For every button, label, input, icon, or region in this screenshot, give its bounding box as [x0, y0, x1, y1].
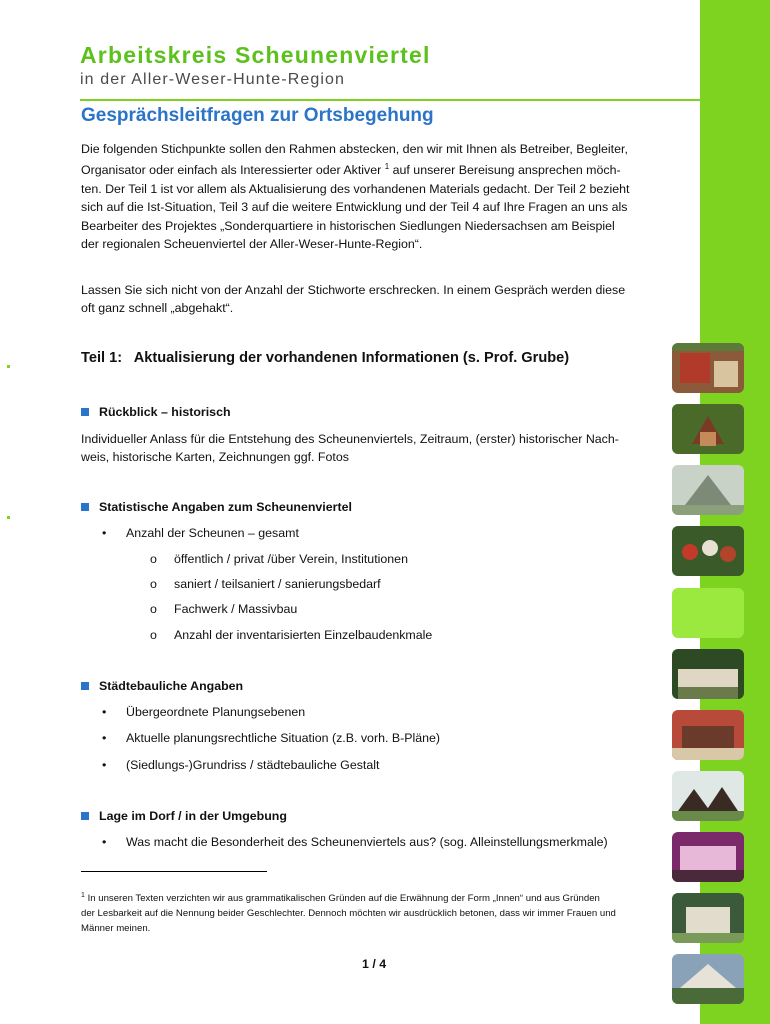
section-text [81, 430, 661, 467]
text-line: weis, historische Karten, Zeichnungen ggf. Fotos [81, 450, 349, 465]
text-line: oft ganz schnell „abgehakt“. [81, 301, 234, 316]
thumbnail-photo [672, 893, 744, 943]
decorative-dot [7, 365, 10, 368]
list-subitem: o saniert / teilsaniert / sanierungsbedarf [150, 577, 381, 591]
text-line: der regionalen Scheuenviertel der Aller-Weser-Hunte-Region“. [81, 237, 423, 252]
square-bullet-icon [81, 682, 89, 690]
text-line: Die folgenden Stichpunkte sollen den Rahmen abstecken, den wir mit Ihnen als Betreiber, Begleiter, [81, 142, 628, 156]
thumbnail-placeholder [672, 588, 744, 638]
square-bullet-icon [81, 503, 89, 511]
thumbnail-photo [672, 832, 744, 882]
text-line: $^1$ In unseren Texten verzichten wir aus grammatikalischen Gründen auf die Erwähnung der Form „Innen“ und aus Gründen [81, 892, 600, 905]
text-line: Bearbeiter des Projektes „Sonderquartiere in historischen Siedlungen Niedersachsen am Beispiel [81, 218, 615, 233]
decorative-dot [7, 516, 10, 519]
square-bullet-icon [81, 408, 89, 416]
list-subitem: o Anzahl der inventarisierten Einzelbaudenkmale [150, 628, 433, 642]
footnote-reference[interactable]: 1 [384, 162, 390, 172]
note-paragraph [81, 281, 661, 318]
text-line: ten. Der Teil 1 ist vor allem als Aktualisierung des vorhandenen Materials gedacht. Der Teil 2 bezieht [81, 181, 630, 196]
bullet-icon: • [102, 731, 107, 745]
list-item: • Aktuelle planungsrechtliche Situation (z.B. vorh. B-Pläne) [102, 731, 441, 745]
brand-title: Arbeitskreis Scheunenviertel [80, 42, 431, 68]
document-title: Gesprächsleitfragen zur Ortsbegehung [81, 105, 434, 126]
thumbnail-photo [672, 404, 744, 454]
text-line: sich auf die Ist-Situation, Teil 3 auf die weitere Entwicklung und der Teil 4 auf Ihre Fragen an uns als [81, 200, 628, 215]
thumbnail-photo [672, 771, 744, 821]
text-line: Männer meinen. [81, 923, 151, 935]
bullet-icon: • [102, 835, 107, 849]
list-item: • Was macht die Besonderheit des Scheunenviertels aus? (sog. Alleinstellungsmerkmale) [102, 835, 608, 849]
circle-bullet-icon: o [150, 602, 157, 616]
thumbnail-photo [672, 710, 744, 760]
list-item: • Anzahl der Scheunen – gesamt [102, 526, 299, 540]
circle-bullet-icon: o [150, 628, 157, 642]
section-heading: Lage im Dorf / in der Umgebung [81, 809, 287, 823]
text-line: Lassen Sie sich nicht von der Anzahl der Stichworte erschrecken. In einem Gespräch werden diese [81, 283, 626, 297]
thumbnail-photo [672, 526, 744, 576]
bullet-icon: • [102, 526, 107, 540]
circle-bullet-icon: o [150, 552, 157, 566]
photo-strip [672, 0, 744, 1024]
list-item: • (Siedlungs-)Grundriss / städtebauliche Gestalt [102, 758, 380, 772]
footnote [81, 888, 661, 936]
brand-subtitle: in der Aller-Weser-Hunte-Region [80, 71, 346, 88]
section-heading: Statistische Angaben zum Scheunenviertel [81, 500, 352, 514]
list-subitem: o Fachwerk / Massivbau [150, 602, 298, 616]
square-bullet-icon [81, 812, 89, 820]
footnote-marker: 1 [81, 892, 85, 899]
part1-heading: Teil 1: Aktualisierung der vorhandenen Informationen (s. Prof. Grube) [81, 350, 570, 366]
section-heading: Rückblick – historisch [81, 405, 231, 419]
text-line: der Lesbarkeit auf die Nennung beider Geschlechter. Dennoch möchten wir ausdrücklich betonen, dass wir immer Frauen und [81, 908, 616, 920]
page-number: 1 / 4 [362, 957, 387, 971]
thumbnail-photo [672, 465, 744, 515]
circle-bullet-icon: o [150, 577, 157, 591]
bullet-icon: • [102, 705, 107, 719]
list-subitem: o öffentlich / privat /über Verein, Institutionen [150, 552, 408, 566]
thumbnail-photo [672, 649, 744, 699]
thumbnail-photo [672, 343, 744, 393]
list-item: • Übergeordnete Planungsebenen [102, 705, 306, 719]
intro-paragraph [81, 140, 661, 254]
section-heading: Städtebauliche Angaben [81, 679, 243, 693]
header-divider [80, 99, 700, 101]
text-line: Individueller Anlass für die Entstehung des Scheunenviertels, Zeitraum, (erster) historischer Nach- [81, 432, 619, 446]
bullet-icon: • [102, 758, 107, 772]
thumbnail-photo [672, 954, 744, 1004]
footnote-divider [81, 871, 267, 872]
text-line: Organisator oder einfach als Interessierter oder Aktiver $^1$ auf unserer Bereisung ansprechen möch- [81, 162, 621, 178]
